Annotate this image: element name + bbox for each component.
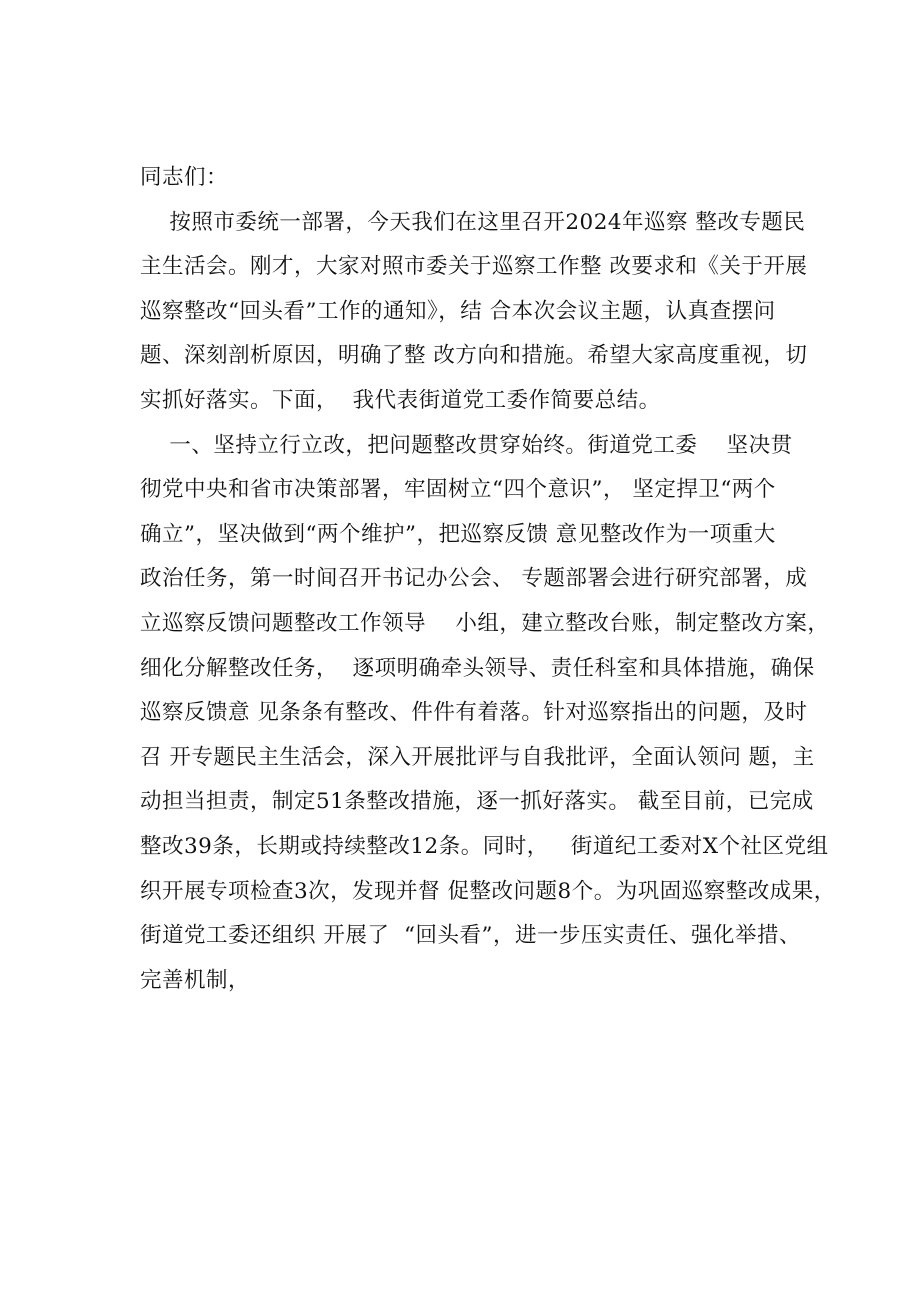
section-heading-line: 一、坚持立行立改，把问题整改贯穿始终。街道党工委 坚决贯 [140, 432, 793, 458]
text-line: 巡察整改“回头看”工作的通知》，结 合本次会议主题，认真查摆问 [140, 298, 776, 324]
text-line: 确立”，坚决做到“两个维护”，把巡察反馈 意见整改作为一项重大 [140, 521, 776, 547]
text-line: 织开展专项检查3次，发现并督 促整改问题8个。为巩固巡察整改成果， [140, 878, 836, 904]
text-line: 街道党工委还组织 开展了 “回头看”，进一步压实责任、强化举措、 [140, 923, 801, 949]
salutation: 同志们： [140, 165, 229, 190]
text-line: 实抓好落实。下面， 我代表街道党工委作简要总结。 [140, 387, 661, 413]
text-line: 巡察反馈意 见条条有整改、件件有着落。针对巡察指出的问题，及时 [140, 700, 808, 726]
text-line: 完善机制， [140, 967, 251, 993]
text-line: 立巡察反馈问题整改工作领导 小组，建立整改台账，制定整改方案， [140, 610, 830, 636]
text-line: 细化分解整改任务， 逐项明确牵头领导、责任科室和具体措施，确保 [140, 655, 815, 681]
document-body [140, 156, 836, 1003]
text-line: 主生活会。刚才，大家对照市委关于巡察工作整 改要求和《关于开展 [140, 254, 808, 280]
text-line: 按照市委统一部署，今天我们在这里召开2024年巡察 整改专题民 [140, 209, 806, 235]
text-line: 题、深刻剖析原因，明确了整 改方向和措施。希望大家高度重视，切 [140, 343, 808, 369]
text-line: 召 开专题民主生活会，深入开展批评与自我批评，全面认领问 题，主 [140, 744, 815, 770]
text-line: 彻党中央和省市决策部署，牢固树立“四个意识”， 坚定捍卫“两个 [140, 477, 776, 503]
text-line: 整改39条，长期或持续整改12条。同时， 街道纪工委对X个社区党组 [140, 833, 829, 859]
text-line: 政治任务，第一时间召开书记办公会、 专题部署会进行研究部署，成 [140, 566, 808, 592]
text-line: 动担当担责，制定51条整改措施，逐一抓好落实。 截至目前，已完成 [140, 789, 814, 815]
